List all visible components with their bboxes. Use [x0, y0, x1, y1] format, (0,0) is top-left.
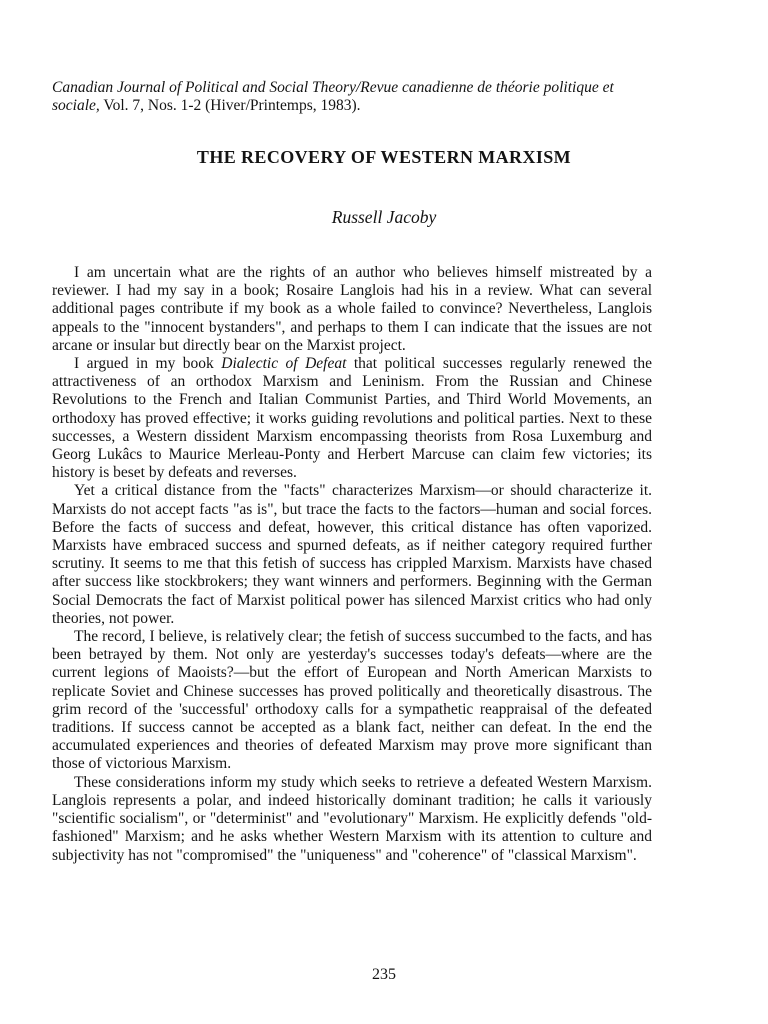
issue-details: Vol. 7, Nos. 1-2 (Hiver/Printemps, 1983). — [99, 97, 361, 114]
paragraph-2-rest: that political successes regularly renewed the attractiveness of an orthodox Marxism and Leninism. From the Russian and Chinese Revolutions to the French and Italian Communist Parties, and Third World Movements, an orthodoxy has proved effective; it works guiding revolutions and political parties. Next to these successes, a Western dissident Marxism encompassing theorists from Rosa Luxemburg and Georg Lukâcs to Maurice Merleau-Ponty and Herbert Marcuse can claim few victories; its history is beset by defeats and reverses. — [52, 355, 653, 482]
journal-name: Canadian Journal of Political and Social Theory/Revue canadienne de théorie politique et sociale, — [52, 79, 614, 114]
article-title: THE RECOVERY OF WESTERN MARXISM — [196, 147, 572, 167]
paragraph-5: These considerations inform my study which seeks to retrieve a defeated Western Marxism. Langlois represents a polar, and indeed historically dominant tradition; he calls it variously "scientific socialism", or "determinist" and "evolutionary" Marxism. He explicitly defends "old-fashioned" Marxism; and he asks whether Western Marxism with its attention to culture and subjectivity has not "compromised" the "uniqueness" and "coherence" of "classical Marxism". — [52, 773, 652, 864]
journal-citation — [52, 79, 662, 115]
page-number: 235 — [372, 966, 396, 983]
article-author: Russell Jacoby — [331, 207, 437, 227]
article-body — [52, 264, 652, 865]
paragraph-3: Yet a critical distance from the "facts" characterizes Marxism—or should characterize it. Marxists do not accept facts "as is", but trace the facts to the factors—human and social forces. Before the facts of success and defeat, however, this critical distance has often vaporized. Marxists have embraced success and spurned defeats, as if neither category required further scrutiny. It seems to me that this fetish of success has crippled Marxism. Marxists have chased after success like stockbrokers; they want winners and performers. Beginning with the German Social Democrats the fact of Marxist political power has silenced Marxist critics who had only theories, not power. — [52, 482, 652, 627]
paragraph-2-start: I argued in my book — [74, 355, 222, 373]
paragraph-1: I am uncertain what are the rights of an author who believes himself mistreated by a reviewer. I had my say in a book; Rosaire Langlois had his in a review. What can several additional pages contribute if my book as a whole failed to convince? Nevertheless, Langlois appeals to the "innocent bystanders", and perhaps to them I can indicate that the issues are not arcane or insular but directly bear on the Marxist project. — [52, 264, 652, 354]
paragraph-4: The record, I believe, is relatively clear; the fetish of success succumbed to the facts, and has been betrayed by them. Not only are yesterday's successes today's defeats—where are the current legions of Maoists?—but the effort of European and North American Marxists to replicate Soviet and Chinese successes has proved politically and theoretically disastrous. The grim record of the 'successful' orthodoxy calls for a sympathetic reappraisal of the defeated traditions. If success cannot be accepted as a blank fact, neither can defeat. In the end the accumulated experiences and theories of defeated Marxism may prove more significant than those of victorious Marxism. — [52, 628, 652, 773]
book-title: Dialectic of Defeat — [221, 355, 347, 373]
paragraph-2 — [52, 355, 652, 482]
